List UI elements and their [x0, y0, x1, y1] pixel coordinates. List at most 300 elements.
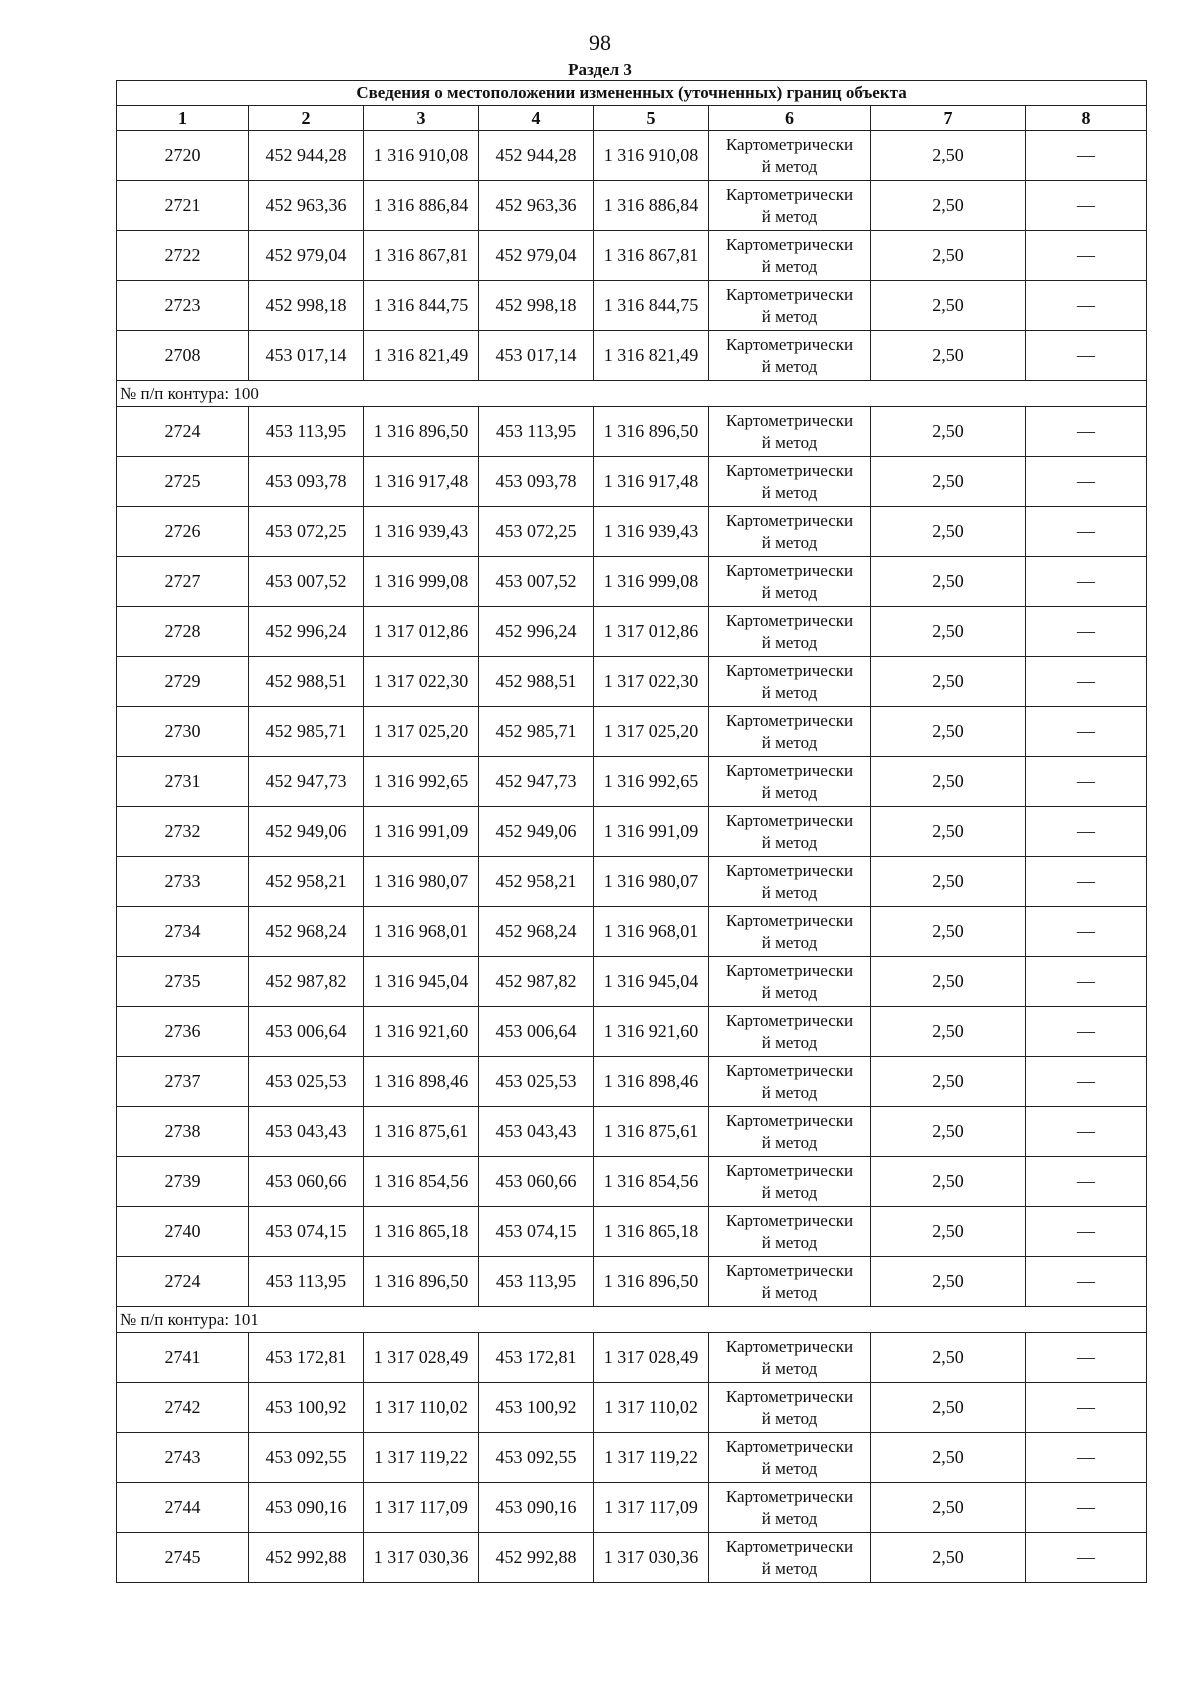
cell-method	[709, 1333, 871, 1383]
cell-method	[709, 907, 871, 957]
cell-x-new: 453 072,25	[479, 507, 594, 557]
cell-x-old: 453 100,92	[249, 1383, 364, 1433]
method-line: й метод	[761, 206, 818, 226]
method-line: Картометрически	[725, 1536, 854, 1556]
cell-accuracy: 2,50	[871, 957, 1026, 1007]
cell-x-old: 453 113,95	[249, 407, 364, 457]
cell-y-old: 1 316 939,43	[364, 507, 479, 557]
column-number: 6	[709, 106, 871, 131]
cell-description: —	[1026, 857, 1147, 907]
cell-accuracy: 2,50	[871, 1433, 1026, 1483]
method-line: Картометрически	[725, 560, 854, 580]
cell-method	[709, 457, 871, 507]
cell-x-new: 452 998,18	[479, 281, 594, 331]
cell-point-number: 2745	[117, 1533, 249, 1583]
cell-x-new: 452 996,24	[479, 607, 594, 657]
cell-x-old: 453 113,95	[249, 1257, 364, 1307]
cell-x-old: 452 958,21	[249, 857, 364, 907]
contour-label: № п/п контура: 101	[117, 1307, 1147, 1333]
cell-method	[709, 857, 871, 907]
cell-method	[709, 1007, 871, 1057]
table-row	[117, 707, 1147, 757]
cell-x-new: 453 017,14	[479, 331, 594, 381]
cell-method	[709, 1483, 871, 1533]
cell-y-old: 1 316 821,49	[364, 331, 479, 381]
method-line: Картометрически	[725, 234, 854, 254]
cell-y-old: 1 316 898,46	[364, 1057, 479, 1107]
table-row	[117, 1007, 1147, 1057]
cell-x-new: 452 968,24	[479, 907, 594, 957]
cell-method	[709, 331, 871, 381]
cell-description: —	[1026, 957, 1147, 1007]
method-line: Картометрически	[725, 1210, 854, 1230]
method-line: й метод	[761, 732, 818, 752]
table-row	[117, 407, 1147, 457]
cell-description: —	[1026, 1483, 1147, 1533]
cell-point-number: 2737	[117, 1057, 249, 1107]
cell-x-old: 452 949,06	[249, 807, 364, 857]
column-number: 4	[479, 106, 594, 131]
cell-x-new: 453 074,15	[479, 1207, 594, 1257]
cell-y-old: 1 316 865,18	[364, 1207, 479, 1257]
cell-method	[709, 1257, 871, 1307]
cell-y-new: 1 317 025,20	[594, 707, 709, 757]
table-row	[117, 557, 1147, 607]
cell-y-old: 1 316 980,07	[364, 857, 479, 907]
cell-x-new: 452 944,28	[479, 131, 594, 181]
cell-x-old: 452 996,24	[249, 607, 364, 657]
cell-accuracy: 2,50	[871, 281, 1026, 331]
cell-x-old: 452 963,36	[249, 181, 364, 231]
cell-x-old: 453 007,52	[249, 557, 364, 607]
cell-y-old: 1 316 917,48	[364, 457, 479, 507]
cell-method	[709, 1207, 871, 1257]
table-row	[117, 331, 1147, 381]
contour-row	[117, 1307, 1147, 1333]
cell-accuracy: 2,50	[871, 807, 1026, 857]
cell-method	[709, 557, 871, 607]
method-line: й метод	[761, 1032, 818, 1052]
cell-y-old: 1 317 028,49	[364, 1333, 479, 1383]
cell-x-new: 453 172,81	[479, 1333, 594, 1383]
cell-x-old: 452 988,51	[249, 657, 364, 707]
cell-accuracy: 2,50	[871, 907, 1026, 957]
cell-point-number: 2732	[117, 807, 249, 857]
cell-y-old: 1 316 896,50	[364, 407, 479, 457]
table-caption: Сведения о местоположении измененных (уточненных) границ объекта	[117, 81, 1147, 106]
cell-x-old: 453 090,16	[249, 1483, 364, 1533]
cell-y-old: 1 317 119,22	[364, 1433, 479, 1483]
cell-accuracy: 2,50	[871, 1207, 1026, 1257]
cell-method	[709, 657, 871, 707]
cell-y-new: 1 316 896,50	[594, 407, 709, 457]
cell-y-new: 1 317 022,30	[594, 657, 709, 707]
cell-y-old: 1 316 867,81	[364, 231, 479, 281]
cell-x-new: 452 963,36	[479, 181, 594, 231]
column-number: 1	[117, 106, 249, 131]
method-line: й метод	[761, 532, 818, 552]
table-row	[117, 507, 1147, 557]
cell-description: —	[1026, 1107, 1147, 1157]
method-line: Картометрически	[725, 1336, 854, 1356]
cell-point-number: 2729	[117, 657, 249, 707]
method-line: Картометрически	[725, 1060, 854, 1080]
method-line: й метод	[761, 682, 818, 702]
method-line: Картометрически	[725, 184, 854, 204]
cell-x-old: 453 017,14	[249, 331, 364, 381]
cell-method	[709, 231, 871, 281]
cell-x-new: 452 979,04	[479, 231, 594, 281]
table-row	[117, 657, 1147, 707]
cell-y-new: 1 316 854,56	[594, 1157, 709, 1207]
cell-description: —	[1026, 1007, 1147, 1057]
cell-x-old: 453 025,53	[249, 1057, 364, 1107]
cell-x-new: 452 992,88	[479, 1533, 594, 1583]
table-row	[117, 807, 1147, 857]
cell-description: —	[1026, 457, 1147, 507]
cell-y-new: 1 316 821,49	[594, 331, 709, 381]
cell-accuracy: 2,50	[871, 1007, 1026, 1057]
method-line: й метод	[761, 1232, 818, 1252]
method-line: Картометрически	[725, 1160, 854, 1180]
cell-y-new: 1 316 865,18	[594, 1207, 709, 1257]
cell-y-old: 1 316 854,56	[364, 1157, 479, 1207]
cell-x-new: 453 092,55	[479, 1433, 594, 1483]
cell-accuracy: 2,50	[871, 707, 1026, 757]
table-row	[117, 281, 1147, 331]
section-title: Раздел 3	[568, 60, 632, 79]
cell-y-old: 1 317 030,36	[364, 1533, 479, 1583]
table-body	[117, 81, 1147, 1583]
cell-y-old: 1 316 910,08	[364, 131, 479, 181]
cell-description: —	[1026, 907, 1147, 957]
cell-point-number: 2723	[117, 281, 249, 331]
cell-description: —	[1026, 507, 1147, 557]
cell-point-number: 2727	[117, 557, 249, 607]
cell-point-number: 2740	[117, 1207, 249, 1257]
cell-x-new: 453 025,53	[479, 1057, 594, 1107]
table-row	[117, 231, 1147, 281]
cell-x-old: 452 944,28	[249, 131, 364, 181]
table-row	[117, 1207, 1147, 1257]
method-line: Картометрически	[725, 510, 854, 530]
cell-point-number: 2731	[117, 757, 249, 807]
cell-method	[709, 607, 871, 657]
method-line: й метод	[761, 1082, 818, 1102]
method-line: й метод	[761, 306, 818, 326]
cell-method	[709, 957, 871, 1007]
cell-point-number: 2741	[117, 1333, 249, 1383]
cell-point-number: 2736	[117, 1007, 249, 1057]
cell-accuracy: 2,50	[871, 607, 1026, 657]
cell-description: —	[1026, 1383, 1147, 1433]
cell-y-new: 1 316 991,09	[594, 807, 709, 857]
table-row	[117, 607, 1147, 657]
cell-description: —	[1026, 281, 1147, 331]
cell-y-new: 1 317 119,22	[594, 1433, 709, 1483]
cell-description: —	[1026, 657, 1147, 707]
cell-description: —	[1026, 557, 1147, 607]
cell-x-old: 452 998,18	[249, 281, 364, 331]
cell-accuracy: 2,50	[871, 1383, 1026, 1433]
table-row	[117, 757, 1147, 807]
cell-y-old: 1 316 896,50	[364, 1257, 479, 1307]
method-line: й метод	[761, 1132, 818, 1152]
method-line: Картометрически	[725, 1436, 854, 1456]
cell-y-new: 1 316 999,08	[594, 557, 709, 607]
cell-description: —	[1026, 707, 1147, 757]
cell-description: —	[1026, 1207, 1147, 1257]
table-row	[117, 131, 1147, 181]
cell-y-old: 1 316 945,04	[364, 957, 479, 1007]
table-row	[117, 1157, 1147, 1207]
cell-y-old: 1 317 025,20	[364, 707, 479, 757]
column-number: 7	[871, 106, 1026, 131]
cell-accuracy: 2,50	[871, 1157, 1026, 1207]
cell-method	[709, 1157, 871, 1207]
method-line: Картометрически	[725, 960, 854, 980]
cell-point-number: 2724	[117, 1257, 249, 1307]
method-line: й метод	[761, 432, 818, 452]
cell-description: —	[1026, 1257, 1147, 1307]
cell-description: —	[1026, 1433, 1147, 1483]
cell-description: —	[1026, 1157, 1147, 1207]
cell-method	[709, 1433, 871, 1483]
cell-x-new: 452 947,73	[479, 757, 594, 807]
cell-y-new: 1 316 896,50	[594, 1257, 709, 1307]
cell-point-number: 2734	[117, 907, 249, 957]
cell-y-old: 1 316 921,60	[364, 1007, 479, 1057]
cell-y-old: 1 316 875,61	[364, 1107, 479, 1157]
cell-point-number: 2738	[117, 1107, 249, 1157]
cell-y-old: 1 316 968,01	[364, 907, 479, 957]
cell-point-number: 2728	[117, 607, 249, 657]
boundary-coordinates-table	[116, 80, 1147, 1583]
table-row	[117, 1257, 1147, 1307]
table-row	[117, 1433, 1147, 1483]
cell-accuracy: 2,50	[871, 181, 1026, 231]
method-line: Картометрически	[725, 1110, 854, 1130]
column-number-row	[117, 106, 1147, 131]
cell-method	[709, 1533, 871, 1583]
cell-method	[709, 281, 871, 331]
cell-x-new: 453 113,95	[479, 1257, 594, 1307]
cell-x-new: 452 985,71	[479, 707, 594, 757]
method-line: Картометрически	[725, 610, 854, 630]
cell-x-new: 452 958,21	[479, 857, 594, 907]
cell-x-new: 453 090,16	[479, 1483, 594, 1533]
cell-y-new: 1 316 867,81	[594, 231, 709, 281]
cell-x-new: 452 949,06	[479, 807, 594, 857]
cell-y-old: 1 316 886,84	[364, 181, 479, 231]
contour-row	[117, 381, 1147, 407]
cell-point-number: 2708	[117, 331, 249, 381]
cell-x-new: 453 113,95	[479, 407, 594, 457]
method-line: й метод	[761, 1182, 818, 1202]
cell-method	[709, 181, 871, 231]
column-number: 3	[364, 106, 479, 131]
cell-y-new: 1 316 992,65	[594, 757, 709, 807]
cell-x-old: 453 043,43	[249, 1107, 364, 1157]
cell-x-old: 452 968,24	[249, 907, 364, 957]
cell-accuracy: 2,50	[871, 407, 1026, 457]
cell-y-new: 1 316 886,84	[594, 181, 709, 231]
method-line: Картометрически	[725, 910, 854, 930]
cell-y-new: 1 317 117,09	[594, 1483, 709, 1533]
cell-y-old: 1 316 992,65	[364, 757, 479, 807]
cell-accuracy: 2,50	[871, 1257, 1026, 1307]
cell-description: —	[1026, 231, 1147, 281]
cell-y-new: 1 316 939,43	[594, 507, 709, 557]
cell-x-old: 452 985,71	[249, 707, 364, 757]
method-line: й метод	[761, 1408, 818, 1428]
method-line: й метод	[761, 1458, 818, 1478]
cell-accuracy: 2,50	[871, 1107, 1026, 1157]
cell-point-number: 2735	[117, 957, 249, 1007]
cell-description: —	[1026, 807, 1147, 857]
cell-accuracy: 2,50	[871, 1533, 1026, 1583]
cell-x-new: 453 093,78	[479, 457, 594, 507]
cell-method	[709, 507, 871, 557]
cell-description: —	[1026, 607, 1147, 657]
method-line: й метод	[761, 882, 818, 902]
cell-description: —	[1026, 1333, 1147, 1383]
cell-description: —	[1026, 1057, 1147, 1107]
table-row	[117, 1383, 1147, 1433]
cell-x-old: 453 093,78	[249, 457, 364, 507]
method-line: й метод	[761, 356, 818, 376]
cell-accuracy: 2,50	[871, 331, 1026, 381]
cell-x-new: 452 987,82	[479, 957, 594, 1007]
method-line: Картометрически	[725, 1260, 854, 1280]
contour-label: № п/п контура: 100	[117, 381, 1147, 407]
cell-y-new: 1 316 910,08	[594, 131, 709, 181]
cell-x-new: 453 060,66	[479, 1157, 594, 1207]
cell-x-old: 453 092,55	[249, 1433, 364, 1483]
method-line: й метод	[761, 932, 818, 952]
method-line: Картометрически	[725, 660, 854, 680]
method-line: й метод	[761, 782, 818, 802]
cell-method	[709, 407, 871, 457]
cell-y-new: 1 316 921,60	[594, 1007, 709, 1057]
method-line: Картометрически	[725, 1486, 854, 1506]
column-number: 5	[594, 106, 709, 131]
table-caption-row	[117, 81, 1147, 106]
cell-y-old: 1 316 844,75	[364, 281, 479, 331]
cell-y-old: 1 317 022,30	[364, 657, 479, 707]
cell-method	[709, 1383, 871, 1433]
cell-method	[709, 707, 871, 757]
method-line: й метод	[761, 1282, 818, 1302]
cell-description: —	[1026, 181, 1147, 231]
cell-y-new: 1 317 110,02	[594, 1383, 709, 1433]
cell-x-old: 452 992,88	[249, 1533, 364, 1583]
method-line: Картометрически	[725, 460, 854, 480]
cell-accuracy: 2,50	[871, 231, 1026, 281]
cell-point-number: 2726	[117, 507, 249, 557]
cell-y-new: 1 316 875,61	[594, 1107, 709, 1157]
table-row	[117, 957, 1147, 1007]
table-row	[117, 1107, 1147, 1157]
cell-y-new: 1 316 898,46	[594, 1057, 709, 1107]
table-row	[117, 457, 1147, 507]
table-row	[117, 1483, 1147, 1533]
method-line: Картометрически	[725, 284, 854, 304]
cell-y-new: 1 316 844,75	[594, 281, 709, 331]
method-line: Картометрически	[725, 1010, 854, 1030]
table-row	[117, 857, 1147, 907]
method-line: Картометрически	[725, 760, 854, 780]
method-line: Картометрически	[725, 334, 854, 354]
column-number: 2	[249, 106, 364, 131]
cell-x-old: 452 947,73	[249, 757, 364, 807]
method-line: й метод	[761, 156, 818, 176]
cell-accuracy: 2,50	[871, 507, 1026, 557]
cell-method	[709, 1107, 871, 1157]
cell-accuracy: 2,50	[871, 1333, 1026, 1383]
table-row	[117, 907, 1147, 957]
cell-x-new: 453 006,64	[479, 1007, 594, 1057]
method-line: Картометрически	[725, 710, 854, 730]
method-line: Картометрически	[725, 134, 854, 154]
table-row	[117, 1533, 1147, 1583]
cell-y-old: 1 317 117,09	[364, 1483, 479, 1533]
cell-y-new: 1 317 012,86	[594, 607, 709, 657]
method-line: й метод	[761, 482, 818, 502]
cell-description: —	[1026, 1533, 1147, 1583]
cell-x-new: 452 988,51	[479, 657, 594, 707]
table-row	[117, 1057, 1147, 1107]
cell-x-old: 452 987,82	[249, 957, 364, 1007]
cell-point-number: 2724	[117, 407, 249, 457]
method-line: й метод	[761, 1558, 818, 1578]
cell-y-old: 1 317 012,86	[364, 607, 479, 657]
cell-description: —	[1026, 757, 1147, 807]
cell-method	[709, 757, 871, 807]
cell-point-number: 2720	[117, 131, 249, 181]
cell-x-new: 453 043,43	[479, 1107, 594, 1157]
cell-accuracy: 2,50	[871, 1483, 1026, 1533]
method-line: й метод	[761, 256, 818, 276]
cell-accuracy: 2,50	[871, 557, 1026, 607]
cell-description: —	[1026, 131, 1147, 181]
method-line: й метод	[761, 832, 818, 852]
cell-y-old: 1 316 999,08	[364, 557, 479, 607]
method-line: й метод	[761, 1508, 818, 1528]
method-line: Картометрически	[725, 810, 854, 830]
cell-x-old: 452 979,04	[249, 231, 364, 281]
table-row	[117, 181, 1147, 231]
cell-point-number: 2739	[117, 1157, 249, 1207]
method-line: й метод	[761, 982, 818, 1002]
method-line: Картометрически	[725, 860, 854, 880]
cell-y-new: 1 316 945,04	[594, 957, 709, 1007]
cell-x-old: 453 074,15	[249, 1207, 364, 1257]
cell-point-number: 2743	[117, 1433, 249, 1483]
cell-point-number: 2730	[117, 707, 249, 757]
cell-point-number: 2744	[117, 1483, 249, 1533]
cell-description: —	[1026, 407, 1147, 457]
cell-point-number: 2733	[117, 857, 249, 907]
cell-y-new: 1 316 968,01	[594, 907, 709, 957]
cell-accuracy: 2,50	[871, 131, 1026, 181]
cell-y-old: 1 316 991,09	[364, 807, 479, 857]
table-row	[117, 1333, 1147, 1383]
cell-x-old: 453 072,25	[249, 507, 364, 557]
cell-accuracy: 2,50	[871, 857, 1026, 907]
cell-y-new: 1 316 980,07	[594, 857, 709, 907]
cell-method	[709, 131, 871, 181]
